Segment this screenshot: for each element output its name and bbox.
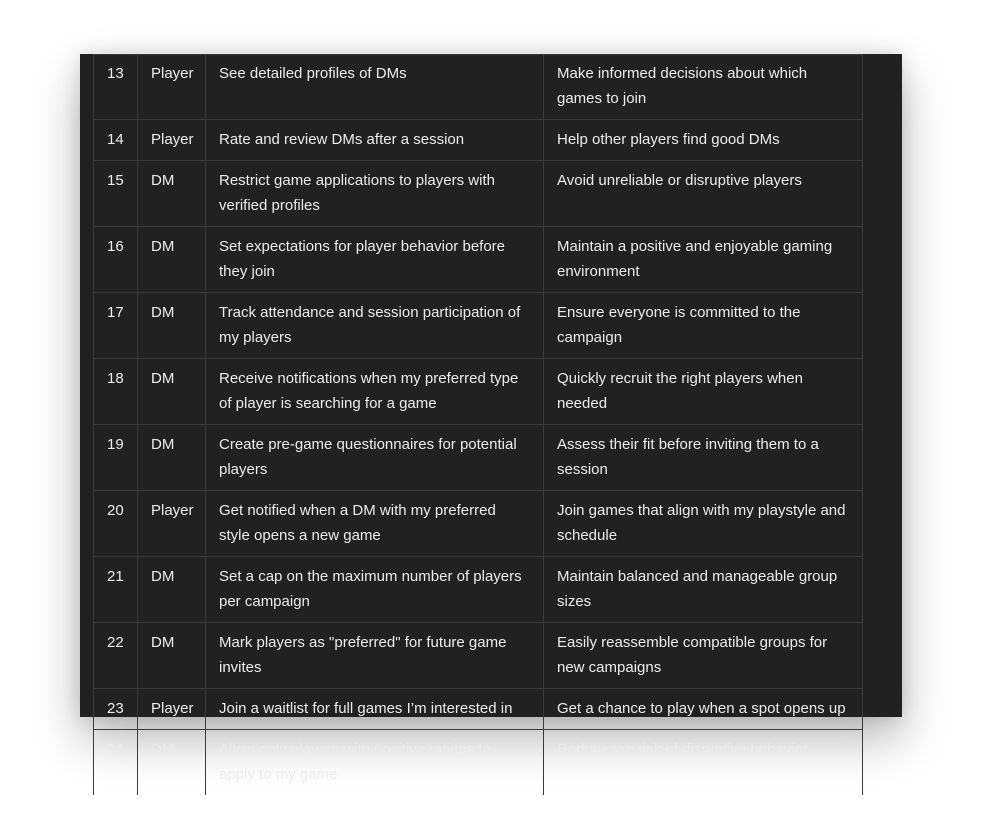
table-row [94,689,863,730]
cell-want: Restrict game applications to players with verified profiles [206,161,544,227]
table-row [94,359,863,425]
cell-number: 23 [94,689,138,730]
cell-number: 21 [94,557,138,623]
cell-number: 18 [94,359,138,425]
table-row [94,227,863,293]
cell-role: DM [138,359,206,425]
cell-number: 20 [94,491,138,557]
table-window [80,54,902,783]
cell-want: See detailed profiles of DMs [206,55,544,120]
cell-want: Mark players as "preferred" for future game invites [206,623,544,689]
user-stories-table [93,54,863,795]
cell-reason: Easily reassemble compatible groups for new campaigns [544,623,863,689]
table-row [94,623,863,689]
cell-role: Player [138,55,206,120]
cell-reason: Quickly recruit the right players when needed [544,359,863,425]
cell-number: 19 [94,425,138,491]
cell-want: Create pre-game questionnaires for potential players [206,425,544,491]
cell-number: 13 [94,55,138,120]
cell-reason: Get a chance to play when a spot opens up [544,689,863,730]
cell-role: Player [138,120,206,161]
cell-number: 17 [94,293,138,359]
cell-role: DM [138,730,206,796]
cell-reason: Help other players find good DMs [544,120,863,161]
cell-role: Player [138,689,206,730]
cell-want: Allow only players with positive ratings to apply to my game [206,730,544,796]
table-row [94,557,863,623]
cell-want: Set a cap on the maximum number of players per campaign [206,557,544,623]
cell-number: 14 [94,120,138,161]
cell-role: DM [138,293,206,359]
cell-role: Player [138,491,206,557]
table-row [94,491,863,557]
table-row [94,293,863,359]
cell-role: DM [138,227,206,293]
cell-want: Join a waitlist for full games I’m interested in [206,689,544,730]
table-row [94,55,863,120]
cell-want: Get notified when a DM with my preferred style opens a new game [206,491,544,557]
cell-reason: Maintain a positive and enjoyable gaming environment [544,227,863,293]
cell-want: Track attendance and session participation of my players [206,293,544,359]
cell-want: Set expectations for player behavior before they join [206,227,544,293]
table-body [94,55,863,796]
cell-reason: Reduce the risk of disruptive behavior [544,730,863,796]
table-row [94,730,863,796]
cell-reason: Make informed decisions about which games to join [544,55,863,120]
cell-reason: Assess their fit before inviting them to a session [544,425,863,491]
cell-reason: Ensure everyone is committed to the campaign [544,293,863,359]
cell-number: 16 [94,227,138,293]
cell-reason: Maintain balanced and manageable group sizes [544,557,863,623]
cell-number: 22 [94,623,138,689]
cell-role: DM [138,161,206,227]
table-row [94,161,863,227]
table-row [94,425,863,491]
cell-number: 24 [94,730,138,796]
cell-reason: Join games that align with my playstyle and schedule [544,491,863,557]
table-row [94,120,863,161]
cell-reason: Avoid unreliable or disruptive players [544,161,863,227]
cell-number: 15 [94,161,138,227]
cell-want: Rate and review DMs after a session [206,120,544,161]
cell-want: Receive notifications when my preferred type of player is searching for a game [206,359,544,425]
cell-role: DM [138,425,206,491]
cell-role: DM [138,557,206,623]
cell-role: DM [138,623,206,689]
